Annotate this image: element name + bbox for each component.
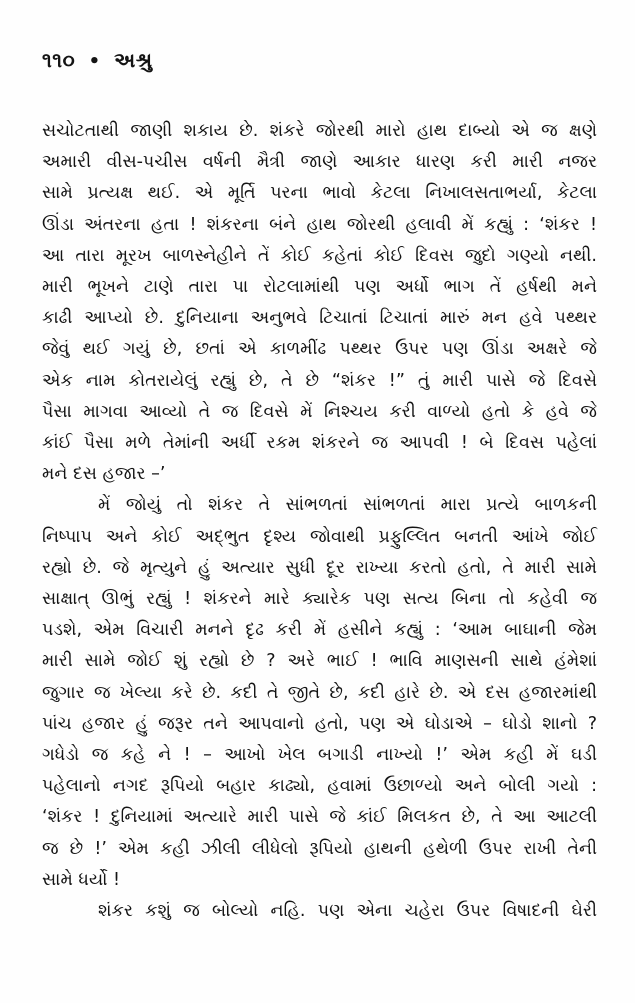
text-line: આ તારા મૂરખ બાળસ્નેહીને તેં કોઈ કહેતાં કોઈ દિવસ જુદો ગણ્યો નથી.: [42, 245, 597, 266]
text-line: પાંચ હજાર હું જરૂર તને આપવાનો હતો, પણ એ ઘોડાએ – ઘોડો શાનો ?: [42, 713, 597, 734]
text-line: જુગાર જ ખેલ્યા કરે છે. કદી તે જીતે છે, કદી હારે છે. એ દસ હજારમાંથી: [42, 682, 597, 703]
text-line: ગધેડો જ કહે ને ! – આખો ખેલ બગાડી નાખ્યો !’ એમ કહી મેં ઘડી: [42, 745, 597, 766]
text-line: પડશે, એમ વિચારી મનને દૃઢ કરી મેં હસીને કહ્યું : ‘આમ બાઘાની જેમ: [42, 620, 597, 641]
text-line: કાંઈ પૈસા મળે તેમાંની અર્ધી રકમ શંકરને જ આપવી ! બે દિવસ પહેલાં: [42, 433, 597, 454]
text-line: જ છે !’ એમ કહી ઝીલી લીધેલો રૂપિયો હાથની હથેળી ઉપર રાખી તેની: [42, 838, 597, 859]
text-line: મારી સામે જોઈ શું રહ્યો છે ? અરે ભાઈ ! ભાવિ માણસની સાથે હંમેશાં: [42, 651, 597, 672]
text-line: પૈસા માગવા આવ્યો તે જ દિવસે મેં નિશ્ચય કરી વાળ્યો હતો કે હવે જે: [42, 401, 597, 422]
paragraph-2: [42, 490, 597, 896]
text-line: શંકર કશું જ બોલ્યો નહિ. પણ એના ચહેરા ઉપર વિષાદની ઘેરી: [98, 901, 597, 922]
text-line: મારી ભૂખને ટાણે તારા પા રોટલામાંથી પણ અર્ધો ભાગ તેં હર્ષથી મને: [42, 277, 597, 298]
text-line: ‘શંકર ! દુનિયામાં અત્યારે મારી પાસે જે કાંઈ મિલકત છે, તે આ આટલી: [42, 807, 597, 828]
text-line: કાઢી આપ્યો છે. દુનિયાના અનુભવે ટિચાતાં ટિચાતાં મારું મન હવે પથ્થર: [42, 308, 597, 329]
text-line: પહેલાનો નગદ રૂપિયો બહાર કાઢ્યો, હવામાં ઉછાળ્યો અને બોલી ગયો :: [42, 776, 597, 797]
book-title: અશ્રુ: [114, 48, 153, 72]
text-line: રહ્યો છે. જે મૃત્યુને હું અત્યાર સુધી દૂર રાખ્યા કરતો હતો, તે મારી સામે: [42, 557, 597, 578]
text-line: ઊંડા અંતરના હતા ! શંકરના બંને હાથ જોરથી હલાવી મેં કહ્યું : ‘શંકર !: [42, 214, 597, 235]
text-line: નિષ્પાપ અને કોઈ અદ્ભુત દૃશ્ય જોવાથી પ્રફુલ્લિત બનતી આંખે જોઈ: [42, 526, 597, 547]
text-line: મેં જોયું તો શંકર તે સાંભળતાં સાંભળતાં મારા પ્રત્યે બાળકની: [98, 495, 597, 516]
page-number: ૧૧૦: [42, 48, 76, 72]
text-line: સચોટતાથી જાણી શકાય છે. શંકરે જોરથી મારો હાથ દાબ્યો એ જ ક્ષણે: [42, 121, 597, 141]
paragraph-1: [42, 116, 597, 490]
page-body: [42, 116, 597, 927]
header-separator: •: [88, 51, 101, 72]
text-line: એક નામ કોતરાયેલું રહ્યું છે, તે છે “શંકર !” તું મારી પાસે જે દિવસે: [42, 370, 597, 391]
text-line: જેવું થઈ ગયું છે, છતાં એ કાળમીંઢ પથ્થર ઉપર પણ ઊંડા અક્ષરે જે: [42, 339, 597, 360]
text-line: મને દસ હજાર –’: [42, 464, 166, 485]
text-line: સામે ધર્યો !: [42, 869, 120, 890]
running-header: [42, 48, 153, 72]
text-line: અમારી વીસ-પચીસ વર્ષની મૈત્રી જાણે આકાર ધારણ કરી મારી નજર: [42, 152, 597, 173]
text-line: સાક્ષાત્ ઊભું રહ્યું ! શંકરને મારે ક્યારેક પણ સત્ય બિના તો કહેવી જ: [42, 589, 597, 610]
text-line: સામે પ્રત્યક્ષ થઈ. એ મૂર્તિ પરના ભાવો કેટલા નિખાલસતાભર્યા, કેટલા: [42, 183, 597, 204]
paragraph-3: [42, 896, 597, 927]
